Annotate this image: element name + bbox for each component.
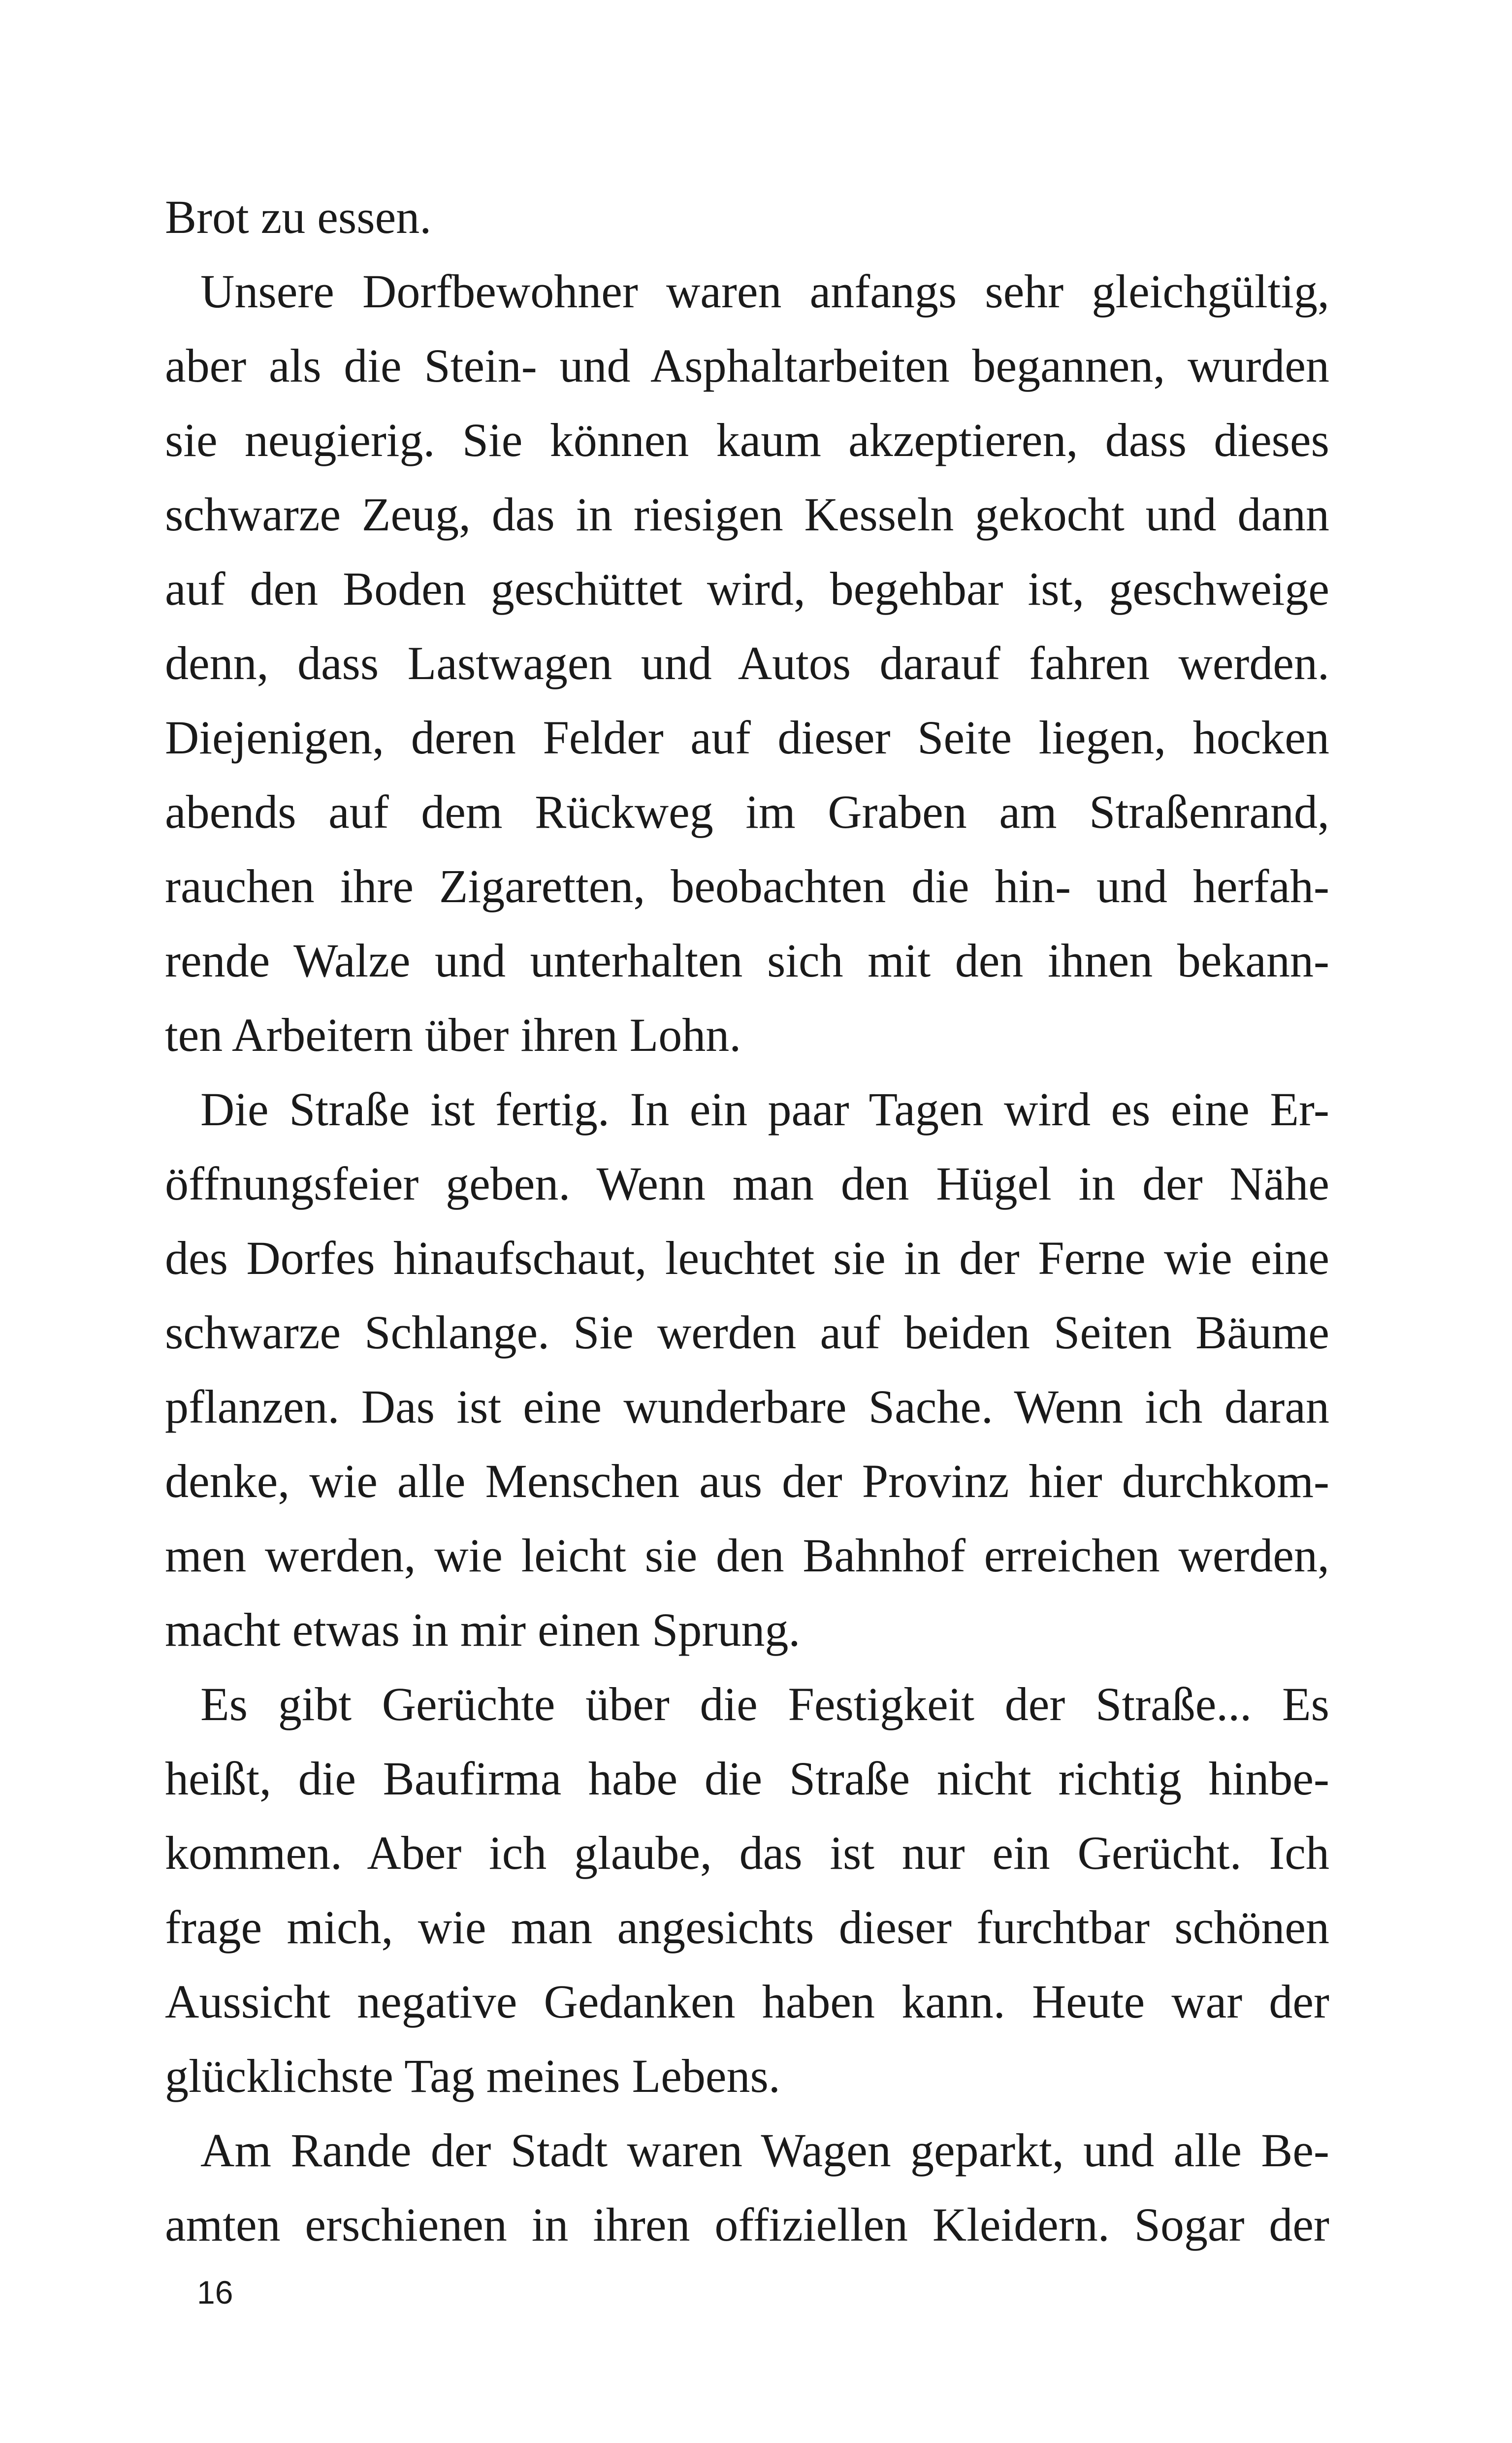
text-line: des Dorfes hinaufschaut, leuchtet sie in der Ferne wie eine bbox=[165, 1232, 1329, 1284]
text-line: Diejenigen, deren Felder auf dieser Seite liegen, hocken bbox=[165, 711, 1329, 764]
text-line: Am Rande der Stadt waren Wagen geparkt, und alle Be- bbox=[200, 2124, 1329, 2177]
text-line: rende Walze und unterhalten sich mit den ihnen bekann- bbox=[165, 934, 1329, 987]
text-line: ten Arbeitern über ihren Lohn. bbox=[165, 1009, 741, 1061]
text-line: abends auf dem Rückweg im Graben am Straßenrand, bbox=[165, 785, 1329, 838]
text-line: Aussicht negative Gedanken haben kann. Heute war der bbox=[165, 1975, 1329, 2028]
text-line: denke, wie alle Menschen aus der Provinz hier durchkom- bbox=[165, 1455, 1329, 1507]
text-line: öffnungsfeier geben. Wenn man den Hügel in der Nähe bbox=[165, 1157, 1329, 1210]
text-line: kommen. Aber ich glaube, das ist nur ein Gerücht. Ich bbox=[165, 1826, 1329, 1879]
page-number: 16 bbox=[197, 2274, 233, 2311]
text-line: macht etwas in mir einen Sprung. bbox=[165, 1603, 801, 1656]
text-line: Unsere Dorfbewohner waren anfangs sehr gleichgültig, bbox=[200, 265, 1329, 318]
text-line: schwarze Zeug, das in riesigen Kesseln gekocht und dann bbox=[165, 488, 1329, 541]
text-line: denn, dass Lastwagen und Autos darauf fahren werden. bbox=[165, 637, 1329, 689]
text-line: aber als die Stein- und Asphaltarbeiten begannen, wurden bbox=[165, 339, 1329, 392]
text-line: schwarze Schlange. Sie werden auf beiden Seiten Bäume bbox=[165, 1306, 1329, 1359]
text-line: frage mich, wie man angesichts dieser furchtbar schönen bbox=[165, 1901, 1329, 1954]
text-line: sie neugierig. Sie können kaum akzeptieren, dass dieses bbox=[165, 414, 1329, 466]
text-line: Die Straße ist fertig. In ein paar Tagen wird es eine Er- bbox=[200, 1083, 1329, 1136]
text-line: men werden, wie leicht sie den Bahnhof erreichen werden, bbox=[165, 1529, 1329, 1582]
text-line: heißt, die Baufirma habe die Straße nicht richtig hinbe- bbox=[165, 1752, 1329, 1805]
text-line: auf den Boden geschüttet wird, begehbar ist, geschweige bbox=[165, 562, 1329, 615]
body-text bbox=[165, 180, 1329, 2262]
text-line: glücklichste Tag meines Lebens. bbox=[165, 2050, 780, 2102]
text-line: pflanzen. Das ist eine wunderbare Sache. Wenn ich daran bbox=[165, 1380, 1329, 1433]
text-line: rauchen ihre Zigaretten, beobachten die hin- und herfah- bbox=[165, 860, 1329, 912]
text-line: Brot zu essen. bbox=[165, 191, 432, 243]
text-line: Es gibt Gerüchte über die Festigkeit der Straße... Es bbox=[200, 1678, 1329, 1730]
text-line: amten erschienen in ihren offiziellen Kleidern. Sogar der bbox=[165, 2198, 1329, 2251]
